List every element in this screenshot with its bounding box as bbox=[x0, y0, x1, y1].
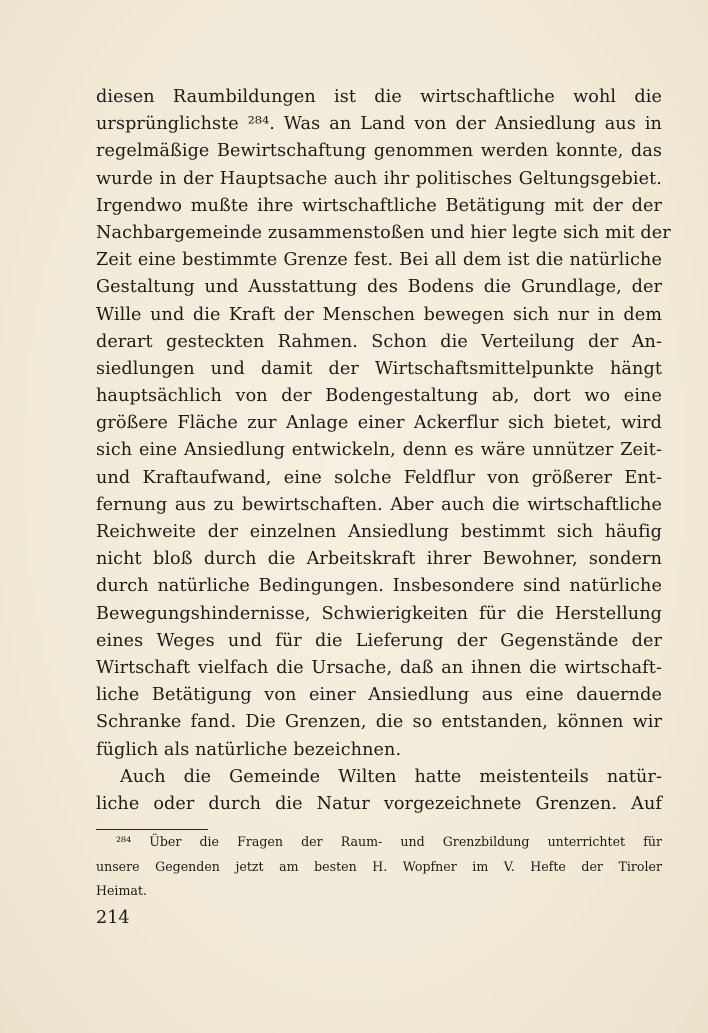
text-line: Irgendwo mußte ihre wirtschaftliche Betätigung mit der der bbox=[96, 195, 662, 216]
text-line: Gestaltung und Ausstattung des Bodens die Grundlage, der bbox=[96, 277, 662, 298]
body-text bbox=[96, 84, 671, 818]
text-line: ursprünglichste ²⁸⁴. Was an Land von der Ansiedlung aus in bbox=[96, 114, 662, 135]
text-line: Bewegungshindernisse, Schwierigkeiten für die Herstellung bbox=[96, 603, 662, 624]
text-line: Nachbargemeinde zusammenstoßen und hier legte sich mit der bbox=[96, 222, 671, 243]
text-line: Zeit eine bestimmte Grenze fest. Bei all dem ist die natürliche bbox=[96, 250, 662, 271]
text-line: nicht bloß durch die Arbeitskraft ihrer Bewohner, sondern bbox=[96, 549, 662, 570]
text-line: Auch die Gemeinde Wilten hatte meistenteils natür- bbox=[120, 766, 662, 787]
text-line: siedlungen und damit der Wirtschaftsmittelpunkte hängt bbox=[96, 358, 662, 379]
text-line: und Kraftaufwand, eine solche Feldflur von größerer Ent- bbox=[96, 467, 662, 488]
text-line: fernung aus zu bewirtschaften. Aber auch die wirtschaftliche bbox=[96, 494, 662, 515]
footnote-line: unsere Gegenden jetzt am besten H. Wopfner im V. Hefte der Tiroler bbox=[96, 858, 662, 874]
text-line: diesen Raumbildungen ist die wirtschaftliche wohl die bbox=[96, 87, 662, 107]
page-number: 214 bbox=[96, 908, 130, 928]
text-line: füglich als natürliche bezeichnen. bbox=[96, 739, 402, 760]
text-line: Reichweite der einzelnen Ansiedlung bestimmt sich häufig bbox=[96, 522, 662, 542]
text-line: liche Betätigung von einer Ansiedlung aus eine dauernde bbox=[96, 685, 662, 706]
text-line: eines Weges und für die Lieferung der Gegenstände der bbox=[96, 630, 662, 651]
text-line: Schranke fand. Die Grenzen, die so entstanden, können wir bbox=[96, 712, 662, 733]
text-line: wurde in der Hauptsache auch ihr politisches Geltungsgebiet. bbox=[96, 168, 662, 189]
text-line: liche oder durch die Natur vorgezeichnete Grenzen. Auf bbox=[96, 793, 662, 814]
text-line: Wirtschaft vielfach die Ursache, daß an ihnen die wirtschaft- bbox=[96, 657, 662, 678]
footnote-line: ²⁸⁴ Über die Fragen der Raum- und Grenzbildung unterrichtet für bbox=[116, 834, 662, 849]
text-line: Wille und die Kraft der Menschen bewegen sich nur in dem bbox=[96, 304, 662, 325]
footnote bbox=[96, 830, 662, 904]
text-line: regelmäßige Bewirtschaftung genommen werden konnte, das bbox=[96, 141, 662, 162]
text-line: derart gesteckten Rahmen. Schon die Verteilung der An- bbox=[96, 331, 662, 352]
text-line: durch natürliche Bedingungen. Insbesondere sind natürliche bbox=[96, 576, 662, 597]
footnote-line: Heimat. bbox=[96, 883, 147, 898]
text-line: sich eine Ansiedlung entwickeln, denn es wäre unnützer Zeit- bbox=[96, 440, 662, 461]
text-line: hauptsächlich von der Bodengestaltung ab, dort wo eine bbox=[96, 386, 662, 407]
text-line: größere Fläche zur Anlage einer Ackerflur sich bietet, wird bbox=[96, 413, 662, 434]
